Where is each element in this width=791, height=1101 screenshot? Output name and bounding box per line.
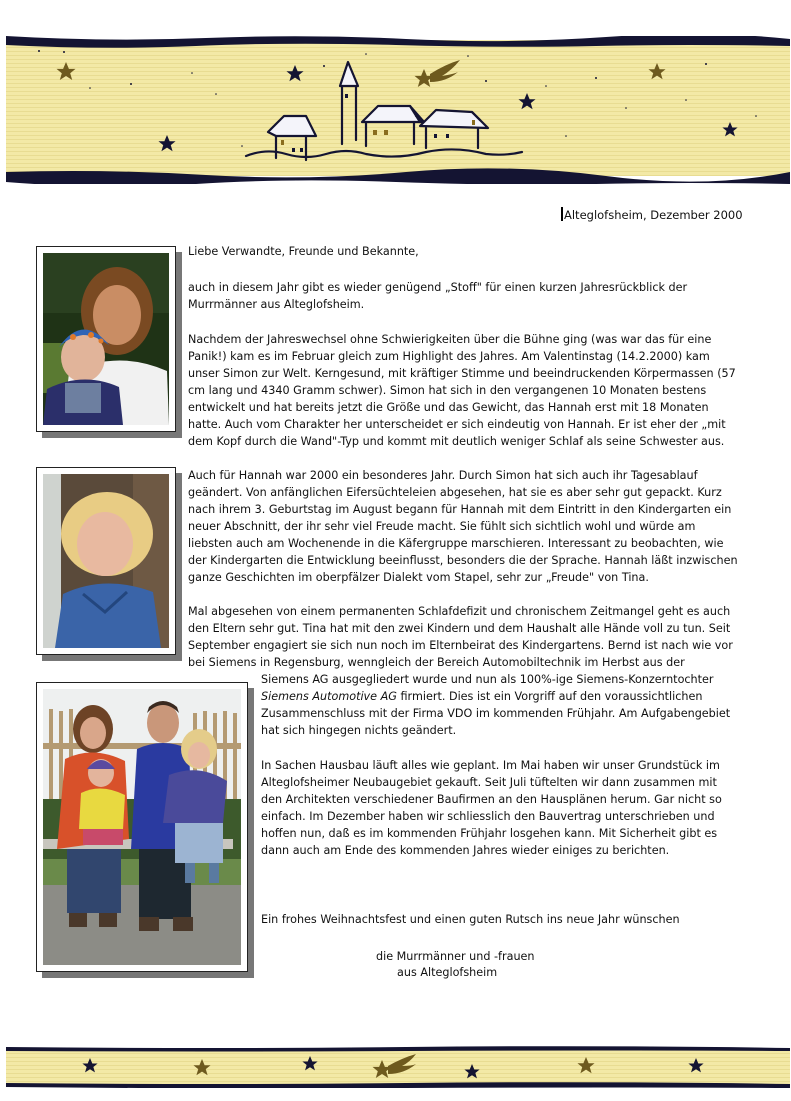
paragraph-parents-text-1: Mal abgesehen von einem permanenten Schlafdefizit und chronischem Zeitmangel geht es auch den Eltern sehr gut. Tina hat mit den zwei Kindern und dem Haushalt alle Hände voll zu tun. Seit September engagiert sie sich nun noch im Elternbeirat des Kindergartens. Bernd ist nach wie vor bei Siemens in Regensburg, wenngleich der Bereich Automobiltechnik im Herbst aus der — [188, 605, 733, 669]
photo-family-image — [43, 689, 241, 965]
paragraph-hannah-text: Auch für Hannah war 2000 ein besonderes Jahr. Durch Simon hat sich auch ihr Tagesablauf geändert. Von anfänglichen Eifersüchteleien abgesehen, hat sie es aber sehr gut gepackt. Kurz nach ihrem 3. Geburtstag im August begann für Hannah mit dem Eintritt in den Kindergarten ein neuer Abschnitt, der ihr sehr viel Freude macht. Sie fühlt sich sichtlich wohl und würde am liebsten auch am Wochenende in die Käfergruppe marschieren. Interessant zu beobachten, wie der Kindergarten die Entwicklung beeinflusst, besonders die der Sprache. Hannah läßt inzwischen ganze Geschichten im oberpfälzer Dialekt vom Stapel, sehr zur „Freude" von Tina. — [188, 469, 738, 584]
paragraph-simon — [188, 331, 738, 450]
parents-text-before: Siemens AG ausgegliedert wurde und nun als 100%-ige Siemens-Konzerntochter — [261, 673, 714, 686]
signature-line-2: aus Alteglofsheim — [397, 966, 498, 979]
signature-line-1: die Murrmänner und -frauen — [376, 950, 535, 963]
banner-artwork — [6, 36, 790, 184]
closing-text: Ein frohes Weihnachtsfest und einen guten Rutsch ins neue Jahr wünschen — [261, 913, 680, 926]
parents-text-after: firmiert. Dies ist ein Vorgriff auf den voraussichtlichen Zusammenschluss mit der Firma VDO im kommenden Frühjahr. Am Aufgabengebiet hat sich hingegen nichts geändert. — [261, 690, 731, 737]
place-date-text: Alteglofsheim, Dezember 2000 — [564, 208, 743, 222]
photo-hannah — [36, 467, 176, 655]
header-banner — [6, 36, 790, 184]
intro-paragraph — [188, 279, 738, 313]
paragraph-house-text: In Sachen Hausbau läuft alles wie geplant. Im Mai haben wir unser Grundstück im Alteglofsheimer Neubaugebiet gekauft. Seit Juli tüftelten wir dann zusammen mit den Architekten verschiedener Baufirmen an den Hausplänen herum. Gar nicht so einfach. Im Dezember haben wir schliesslich den Bauvertrag unterschrieben und hoffen nun, daß es im kommenden Frühjahr losgehen kann. Mit Sicherheit gibt es dann auch am Ende des kommenden Jahres wieder einiges zu berichten. — [261, 759, 722, 857]
text-cursor — [561, 207, 563, 221]
footer-banner — [6, 1046, 790, 1088]
paragraph-house — [261, 757, 741, 859]
paragraph-hannah — [188, 467, 738, 586]
company-name: Siemens Automotive AG — [261, 690, 397, 703]
photo-family — [36, 682, 248, 972]
paragraph-simon-text: Nachdem der Jahreswechsel ohne Schwierigkeiten über die Bühne ging (was war das für eine Panik!) kam es im Februar gleich zum Highlight des Jahres. Am Valentinstag (14.2.2000) kam unser Simon zur Welt. Kerngesund, mit kräftiger Stimme und beeindruckenden Körpermassen (57 cm lang und 4340 Gramm schwer). Simon hat sich in den vergangenen 10 Monaten bestens entwickelt und hat bereits jetzt die Größe und das Gewicht, das Hannah erst mit 18 Monaten hatte. Auch vom Charakter her unterscheidet er sich eindeutig von Hannah. Er ist eher der „mit dem Kopf durch die Wand"-Typ und kommt mit deutlich weniger Schlaf als seine Schwester aus. — [188, 333, 736, 448]
closing-wish — [261, 911, 741, 928]
paragraph-parents-text-2 — [261, 671, 741, 739]
footer-banner-artwork — [6, 1046, 790, 1088]
greeting — [188, 243, 738, 260]
place-date — [561, 207, 743, 222]
intro-text: auch in diesem Jahr gibt es wieder genügend „Stoff" für einen kurzen Jahresrückblick der Murrmänner aus Alteglofsheim. — [188, 281, 688, 311]
paragraph-parents-part2 — [261, 671, 741, 739]
photo-mother-baby — [36, 246, 176, 432]
greeting-text: Liebe Verwandte, Freunde und Bekannte, — [188, 245, 419, 258]
paragraph-parents-part1 — [188, 603, 738, 671]
photo-mother-baby-image — [43, 253, 169, 425]
photo-hannah-image — [43, 474, 169, 648]
